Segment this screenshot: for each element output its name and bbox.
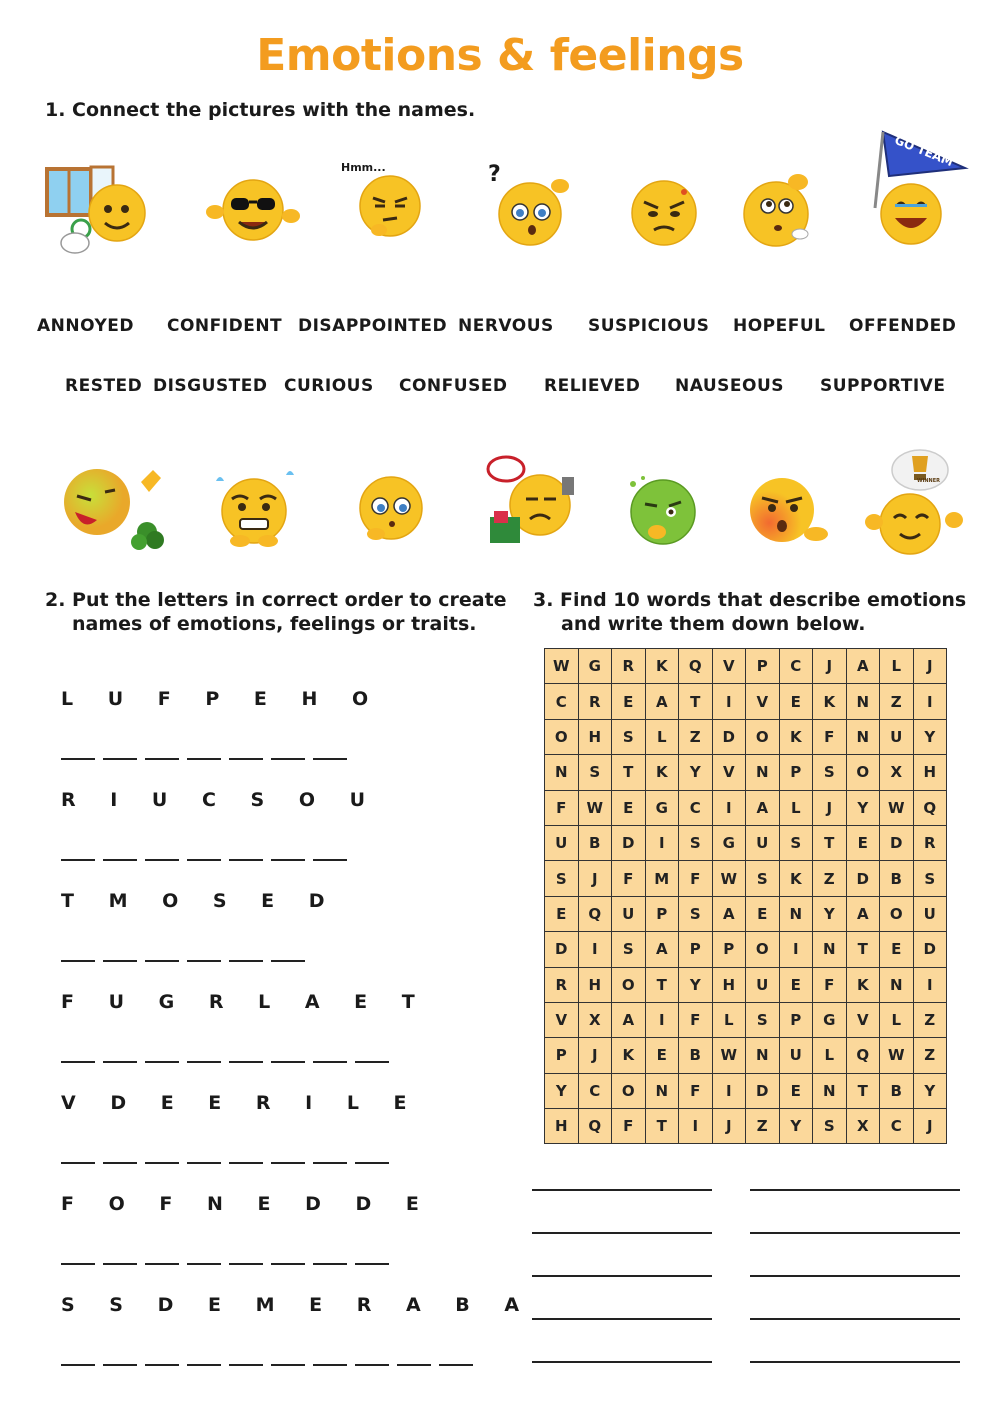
grid-row <box>545 1002 947 1037</box>
page-title: Emotions & feelings <box>256 30 744 81</box>
letter-blank[interactable] <box>61 1061 95 1063</box>
grid-row <box>545 755 947 790</box>
word-annoyed: ANNOYED <box>37 316 134 336</box>
grid-cell[interactable]: O <box>545 719 579 754</box>
grid-cell[interactable]: J <box>813 790 847 825</box>
grid-cell[interactable]: W <box>712 1038 746 1073</box>
grid-cell[interactable]: I <box>712 684 746 719</box>
letter-blank[interactable] <box>61 758 95 760</box>
grid-cell[interactable]: B <box>578 825 612 860</box>
grid-cell[interactable]: L <box>813 1038 847 1073</box>
grid-cell[interactable]: T <box>679 684 713 719</box>
word-suspicious: SUSPICIOUS <box>588 316 710 336</box>
answer-blanks[interactable] <box>61 758 347 760</box>
grid-row <box>545 790 947 825</box>
offended-emoji-icon[interactable] <box>746 472 832 552</box>
grid-cell[interactable]: W <box>545 649 579 684</box>
grid-cell[interactable]: S <box>813 1109 847 1144</box>
letter-blank[interactable] <box>187 1162 221 1164</box>
answer-line[interactable] <box>750 1189 960 1191</box>
grid-cell[interactable]: J <box>913 649 947 684</box>
grid-cell[interactable]: U <box>746 825 780 860</box>
grid-cell[interactable]: R <box>913 825 947 860</box>
word-disgusted: DISGUSTED <box>153 376 268 396</box>
letter-blank[interactable] <box>61 1162 95 1164</box>
answer-line[interactable] <box>750 1361 960 1363</box>
grid-cell[interactable]: D <box>746 1073 780 1108</box>
letter-blank[interactable] <box>103 859 137 861</box>
grid-cell[interactable]: T <box>846 932 880 967</box>
grid-cell[interactable]: F <box>679 1073 713 1108</box>
letter-blank[interactable] <box>145 859 179 861</box>
grid-cell[interactable]: E <box>612 684 646 719</box>
grid-cell[interactable]: K <box>612 1038 646 1073</box>
question-mark-label: ? <box>488 162 501 187</box>
grid-cell[interactable]: Q <box>679 649 713 684</box>
grid-cell[interactable]: Z <box>679 719 713 754</box>
letter-blank[interactable] <box>271 1061 305 1063</box>
grid-cell[interactable]: Q <box>578 1109 612 1144</box>
letter-blank[interactable] <box>229 758 263 760</box>
grid-cell[interactable]: A <box>645 932 679 967</box>
section2-heading-line2: names of emotions, feelings or traits. <box>72 613 477 635</box>
grid-cell[interactable]: P <box>746 649 780 684</box>
grid-cell[interactable]: S <box>813 755 847 790</box>
grid-cell[interactable]: Y <box>813 896 847 931</box>
letter-blank[interactable] <box>103 1061 137 1063</box>
letter-blank[interactable] <box>61 859 95 861</box>
confused-emoji-icon[interactable] <box>490 172 570 250</box>
trophy-label: WINNER <box>917 478 941 484</box>
grid-cell[interactable]: E <box>645 1038 679 1073</box>
grid-cell[interactable]: W <box>578 790 612 825</box>
word-search-grid[interactable] <box>544 648 947 1144</box>
letter-blank[interactable] <box>313 758 347 760</box>
letter-blank[interactable] <box>103 758 137 760</box>
grid-cell[interactable]: Y <box>545 1073 579 1108</box>
grid-cell[interactable]: U <box>612 896 646 931</box>
grid-cell[interactable]: G <box>645 790 679 825</box>
scrambled-letters: F O F N E D D E <box>61 1193 433 1215</box>
grid-cell[interactable]: F <box>679 861 713 896</box>
word-confident: CONFIDENT <box>167 316 283 336</box>
grid-cell[interactable]: E <box>612 790 646 825</box>
letter-blank[interactable] <box>61 1364 95 1366</box>
answer-line[interactable] <box>532 1361 712 1363</box>
hmm-label: Hmm... <box>341 161 386 174</box>
word-relieved: RELIEVED <box>544 376 641 396</box>
grid-row <box>545 1073 947 1108</box>
grid-cell[interactable]: T <box>645 967 679 1002</box>
grid-cell[interactable]: O <box>846 755 880 790</box>
letter-blank[interactable] <box>145 758 179 760</box>
letter-blank[interactable] <box>271 1364 305 1366</box>
grid-cell[interactable]: S <box>679 896 713 931</box>
letter-blank[interactable] <box>145 960 179 962</box>
letter-blank[interactable] <box>229 1364 263 1366</box>
letter-blank[interactable] <box>355 1162 389 1164</box>
grid-cell[interactable]: E <box>779 1073 813 1108</box>
letter-blank[interactable] <box>313 1061 347 1063</box>
answer-line[interactable] <box>532 1232 712 1234</box>
grid-cell[interactable]: Z <box>913 1002 947 1037</box>
grid-cell[interactable]: R <box>545 967 579 1002</box>
answer-line[interactable] <box>532 1189 712 1191</box>
grid-cell[interactable]: K <box>813 684 847 719</box>
letter-blank[interactable] <box>229 1263 263 1265</box>
grid-cell[interactable]: H <box>578 967 612 1002</box>
grid-cell[interactable]: U <box>746 967 780 1002</box>
grid-row <box>545 861 947 896</box>
letter-blank[interactable] <box>187 758 221 760</box>
grid-cell[interactable]: S <box>545 861 579 896</box>
grid-row <box>545 825 947 860</box>
grid-row <box>545 1038 947 1073</box>
grid-cell[interactable]: W <box>880 790 914 825</box>
scrambled-letters: S S D E M E R A B A <box>61 1294 534 1316</box>
grid-cell[interactable]: C <box>880 1109 914 1144</box>
scrambled-letters: V D E E R I L E <box>61 1092 421 1114</box>
grid-cell[interactable]: N <box>813 1073 847 1108</box>
letter-blank[interactable] <box>187 1364 221 1366</box>
letter-blank[interactable] <box>61 1263 95 1265</box>
scrambled-letters: R I U C S O U <box>61 789 380 811</box>
word-supportive: SUPPORTIVE <box>820 376 946 396</box>
grid-cell[interactable]: L <box>880 1002 914 1037</box>
grid-cell[interactable]: K <box>645 649 679 684</box>
grid-cell[interactable]: Y <box>779 1109 813 1144</box>
scrambled-letters: F U G R L A E T <box>61 991 429 1013</box>
grid-cell[interactable]: J <box>913 1109 947 1144</box>
letter-blank[interactable] <box>103 960 137 962</box>
word-disappointed: DISAPPOINTED <box>298 316 448 336</box>
grid-cell[interactable]: E <box>746 896 780 931</box>
grid-cell[interactable]: S <box>746 1002 780 1037</box>
grid-cell[interactable]: F <box>612 861 646 896</box>
grid-cell[interactable]: J <box>578 1038 612 1073</box>
grid-cell[interactable]: H <box>545 1109 579 1144</box>
grid-row <box>545 649 947 684</box>
grid-cell[interactable]: K <box>645 755 679 790</box>
grid-cell[interactable]: O <box>612 1073 646 1108</box>
grid-cell[interactable]: B <box>880 1073 914 1108</box>
grid-cell[interactable]: I <box>645 1002 679 1037</box>
answer-line[interactable] <box>532 1275 712 1277</box>
letter-blank[interactable] <box>355 1364 389 1366</box>
grid-cell[interactable]: O <box>746 719 780 754</box>
grid-cell[interactable]: J <box>578 861 612 896</box>
grid-cell[interactable]: S <box>746 861 780 896</box>
answer-line[interactable] <box>750 1275 960 1277</box>
grid-cell[interactable]: A <box>846 649 880 684</box>
grid-cell[interactable]: O <box>746 932 780 967</box>
grid-cell[interactable]: Z <box>746 1109 780 1144</box>
letter-blank[interactable] <box>271 859 305 861</box>
grid-cell[interactable]: E <box>545 896 579 931</box>
letter-blank[interactable] <box>271 960 305 962</box>
letter-blank[interactable] <box>103 1364 137 1366</box>
nauseous-emoji-icon[interactable] <box>627 472 699 548</box>
grid-cell[interactable]: U <box>545 825 579 860</box>
letter-blank[interactable] <box>313 859 347 861</box>
grid-cell[interactable]: P <box>645 896 679 931</box>
letter-blank[interactable] <box>103 1162 137 1164</box>
grid-cell[interactable]: U <box>880 719 914 754</box>
letter-blank[interactable] <box>229 960 263 962</box>
letter-blank[interactable] <box>187 859 221 861</box>
grid-cell[interactable]: L <box>712 1002 746 1037</box>
disappointed-emoji-icon[interactable] <box>484 455 584 550</box>
grid-cell[interactable]: T <box>813 825 847 860</box>
grid-cell[interactable]: V <box>746 684 780 719</box>
letter-blank[interactable] <box>145 1364 179 1366</box>
letter-blank[interactable] <box>313 1364 347 1366</box>
grid-cell[interactable]: H <box>913 755 947 790</box>
grid-cell[interactable]: H <box>578 719 612 754</box>
grid-cell[interactable]: D <box>913 932 947 967</box>
grid-cell[interactable]: A <box>612 1002 646 1037</box>
grid-cell[interactable]: Y <box>913 1073 947 1108</box>
section1-heading: 1. Connect the pictures with the names. <box>45 99 476 121</box>
grid-cell[interactable]: K <box>779 719 813 754</box>
section2-heading-line1: 2. Put the letters in correct order to create <box>45 589 507 611</box>
nervous-emoji-icon[interactable] <box>208 465 300 551</box>
answer-line[interactable] <box>532 1318 712 1320</box>
grid-cell[interactable]: E <box>880 932 914 967</box>
grid-cell[interactable]: E <box>779 684 813 719</box>
grid-cell[interactable]: D <box>612 825 646 860</box>
grid-cell[interactable]: S <box>612 932 646 967</box>
grid-cell[interactable]: S <box>679 825 713 860</box>
word-offended: OFFENDED <box>849 316 957 336</box>
letter-blank[interactable] <box>187 1263 221 1265</box>
letter-blank[interactable] <box>145 1061 179 1063</box>
grid-cell[interactable]: F <box>679 1002 713 1037</box>
answer-blanks[interactable] <box>61 1162 389 1164</box>
grid-cell[interactable]: P <box>779 755 813 790</box>
grid-cell[interactable]: C <box>578 1073 612 1108</box>
grid-cell[interactable]: P <box>545 1038 579 1073</box>
grid-cell[interactable]: E <box>779 967 813 1002</box>
grid-cell[interactable]: I <box>679 1109 713 1144</box>
grid-cell[interactable]: S <box>578 755 612 790</box>
grid-cell[interactable]: A <box>746 790 780 825</box>
grid-cell[interactable]: R <box>612 649 646 684</box>
letter-blank[interactable] <box>271 758 305 760</box>
relieved-emoji-icon[interactable] <box>740 168 818 250</box>
grid-cell[interactable]: X <box>880 755 914 790</box>
scrambled-letters: L U F P E H O <box>61 688 383 710</box>
grid-cell[interactable]: V <box>545 1002 579 1037</box>
grid-cell[interactable]: V <box>846 1002 880 1037</box>
grid-cell[interactable]: F <box>813 967 847 1002</box>
grid-cell[interactable]: L <box>779 790 813 825</box>
letter-blank[interactable] <box>145 1263 179 1265</box>
grid-cell[interactable]: A <box>846 896 880 931</box>
grid-cell[interactable]: B <box>880 861 914 896</box>
word-curious: CURIOUS <box>284 376 374 396</box>
grid-cell[interactable]: E <box>846 825 880 860</box>
grid-cell[interactable]: G <box>712 825 746 860</box>
grid-cell[interactable]: S <box>612 719 646 754</box>
grid-cell[interactable]: U <box>913 896 947 931</box>
grid-cell[interactable]: O <box>612 967 646 1002</box>
grid-cell[interactable]: O <box>880 896 914 931</box>
grid-cell[interactable]: F <box>612 1109 646 1144</box>
annoyed-emoji-icon[interactable] <box>628 178 700 248</box>
answer-blanks[interactable] <box>61 1364 473 1366</box>
grid-cell[interactable]: H <box>712 967 746 1002</box>
disgusted-emoji-icon[interactable] <box>57 462 172 554</box>
suspicious-emoji-icon[interactable] <box>355 172 425 242</box>
grid-row <box>545 896 947 931</box>
answer-line[interactable] <box>750 1232 960 1234</box>
word-hopeful: HOPEFUL <box>733 316 826 336</box>
grid-row <box>545 932 947 967</box>
pennant-label: GO TEAM <box>892 132 956 170</box>
answer-blanks[interactable] <box>61 859 347 861</box>
grid-cell[interactable]: A <box>645 684 679 719</box>
grid-cell[interactable]: T <box>645 1109 679 1144</box>
grid-cell[interactable]: N <box>813 932 847 967</box>
grid-row <box>545 684 947 719</box>
grid-cell[interactable]: C <box>779 649 813 684</box>
letter-blank[interactable] <box>355 1061 389 1063</box>
grid-cell[interactable]: I <box>913 967 947 1002</box>
letter-blank[interactable] <box>229 1162 263 1164</box>
grid-cell[interactable]: T <box>612 755 646 790</box>
grid-cell[interactable]: D <box>545 932 579 967</box>
grid-cell[interactable]: D <box>712 719 746 754</box>
confident-emoji-icon[interactable] <box>205 176 300 246</box>
grid-cell[interactable]: W <box>880 1038 914 1073</box>
letter-blank[interactable] <box>187 1061 221 1063</box>
grid-cell[interactable]: N <box>846 684 880 719</box>
grid-cell[interactable]: N <box>645 1073 679 1108</box>
grid-cell[interactable]: C <box>679 790 713 825</box>
grid-cell[interactable]: W <box>712 861 746 896</box>
letter-blank[interactable] <box>271 1263 305 1265</box>
grid-cell[interactable]: P <box>779 1002 813 1037</box>
grid-cell[interactable]: X <box>846 1109 880 1144</box>
grid-row <box>545 967 947 1002</box>
grid-cell[interactable]: I <box>712 790 746 825</box>
grid-row <box>545 1109 947 1144</box>
grid-cell[interactable]: U <box>779 1038 813 1073</box>
grid-cell[interactable]: B <box>679 1038 713 1073</box>
grid-cell[interactable]: J <box>712 1109 746 1144</box>
grid-cell[interactable]: T <box>846 1073 880 1108</box>
word-nervous: NERVOUS <box>458 316 554 336</box>
grid-cell[interactable]: J <box>813 649 847 684</box>
grid-cell[interactable]: N <box>880 967 914 1002</box>
grid-cell[interactable]: Y <box>846 790 880 825</box>
grid-cell[interactable]: P <box>679 932 713 967</box>
grid-cell[interactable]: K <box>846 967 880 1002</box>
grid-cell[interactable]: Y <box>679 755 713 790</box>
letter-blank[interactable] <box>229 1061 263 1063</box>
grid-cell[interactable]: Y <box>913 719 947 754</box>
answer-blanks[interactable] <box>61 960 305 962</box>
grid-cell[interactable]: N <box>779 896 813 931</box>
grid-cell[interactable]: F <box>545 790 579 825</box>
word-confused: CONFUSED <box>399 376 508 396</box>
grid-cell[interactable]: C <box>545 684 579 719</box>
grid-cell[interactable]: N <box>545 755 579 790</box>
answer-blanks[interactable] <box>61 1263 389 1265</box>
grid-cell[interactable]: R <box>578 684 612 719</box>
grid-cell[interactable]: Q <box>846 1038 880 1073</box>
grid-cell[interactable]: G <box>813 1002 847 1037</box>
grid-cell[interactable]: I <box>645 825 679 860</box>
grid-cell[interactable]: A <box>712 896 746 931</box>
grid-cell[interactable]: X <box>578 1002 612 1037</box>
grid-cell[interactable]: N <box>746 755 780 790</box>
letter-blank[interactable] <box>187 960 221 962</box>
grid-cell[interactable]: Z <box>813 861 847 896</box>
grid-cell[interactable]: V <box>712 755 746 790</box>
word-rested: RESTED <box>65 376 143 396</box>
grid-cell[interactable]: Z <box>913 1038 947 1073</box>
grid-cell[interactable]: D <box>880 825 914 860</box>
grid-cell[interactable]: Q <box>913 790 947 825</box>
grid-cell[interactable]: K <box>779 861 813 896</box>
grid-cell[interactable]: M <box>645 861 679 896</box>
grid-cell[interactable]: D <box>846 861 880 896</box>
grid-cell[interactable]: V <box>712 649 746 684</box>
grid-cell[interactable]: Q <box>578 896 612 931</box>
grid-cell[interactable]: G <box>578 649 612 684</box>
rested-emoji-icon[interactable] <box>45 163 155 263</box>
grid-cell[interactable]: I <box>779 932 813 967</box>
curious-emoji-icon[interactable] <box>356 472 426 546</box>
grid-cell[interactable]: Z <box>880 684 914 719</box>
letter-blank[interactable] <box>271 1162 305 1164</box>
letter-blank[interactable] <box>145 1162 179 1164</box>
grid-cell[interactable]: S <box>913 861 947 896</box>
letter-blank[interactable] <box>355 1263 389 1265</box>
grid-cell[interactable]: I <box>712 1073 746 1108</box>
answer-blanks[interactable] <box>61 1061 389 1063</box>
section3-heading-line2: and write them down below. <box>561 613 866 635</box>
letter-blank[interactable] <box>103 1263 137 1265</box>
grid-row <box>545 719 947 754</box>
section3-heading-line1: 3. Find 10 words that describe emotions <box>533 589 967 611</box>
letter-blank[interactable] <box>313 1263 347 1265</box>
grid-cell[interactable]: I <box>913 684 947 719</box>
word-nauseous: NAUSEOUS <box>675 376 785 396</box>
letter-blank[interactable] <box>61 960 95 962</box>
grid-cell[interactable]: N <box>846 719 880 754</box>
answer-line[interactable] <box>750 1318 960 1320</box>
grid-cell[interactable]: F <box>813 719 847 754</box>
grid-cell[interactable]: L <box>880 649 914 684</box>
scrambled-letters: T M O S E D <box>61 890 339 912</box>
grid-cell[interactable]: Y <box>679 967 713 1002</box>
grid-cell[interactable]: N <box>746 1038 780 1073</box>
grid-cell[interactable]: P <box>712 932 746 967</box>
letter-blank[interactable] <box>439 1364 473 1366</box>
letter-blank[interactable] <box>397 1364 431 1366</box>
grid-cell[interactable]: L <box>645 719 679 754</box>
grid-cell[interactable]: I <box>578 932 612 967</box>
grid-cell[interactable]: S <box>779 825 813 860</box>
letter-blank[interactable] <box>313 1162 347 1164</box>
hopeful-emoji-icon[interactable] <box>862 448 967 556</box>
letter-blank[interactable] <box>229 859 263 861</box>
